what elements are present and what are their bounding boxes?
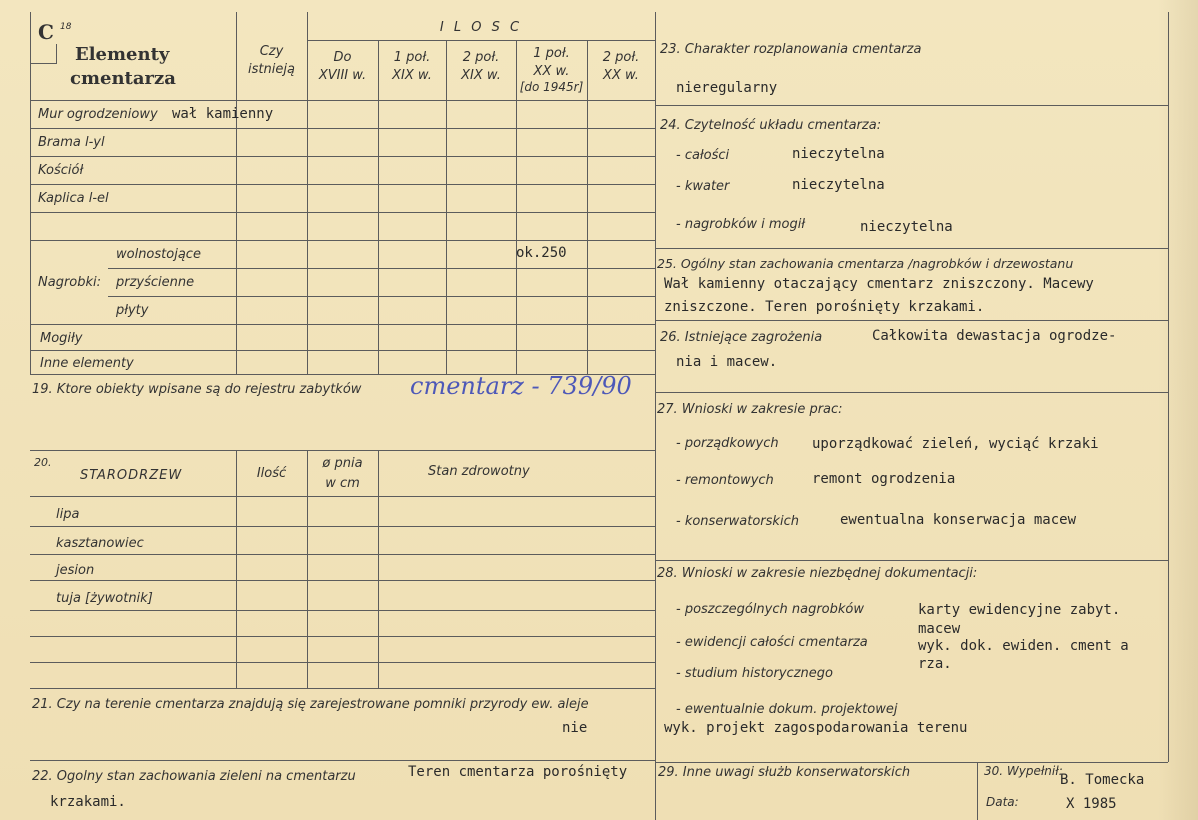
mur-label: Mur ogrodzeniowy bbox=[38, 107, 158, 122]
tree-row: jesion bbox=[56, 563, 95, 578]
s28-label: 28. Wnioski w zakresie niezbędnej dokumentacji: bbox=[657, 566, 978, 581]
s29-label: 29. Inne uwagi służb konserwatorskich bbox=[658, 765, 911, 780]
s21-value: nie bbox=[562, 720, 588, 736]
tree-row: kasztanowiec bbox=[56, 536, 144, 551]
s22-label: 22. Ogolny stan zachowania zieleni na cmentarzu bbox=[32, 769, 356, 784]
wolno-value: ok.250 bbox=[516, 245, 567, 261]
s19-handwritten: cmentarz - 739/90 bbox=[410, 372, 632, 400]
card-index: 18 bbox=[60, 22, 72, 32]
s26-label: 26. Istniejące zagrożenia bbox=[660, 330, 823, 345]
starodrzew-title: STARODRZEW bbox=[80, 468, 183, 483]
tree-row: lipa bbox=[56, 507, 80, 522]
s23-value: nieregularny bbox=[676, 80, 778, 96]
record-card: C 18 Elementy cmentarza Czy istnieją I L O S C Do XVIII w. 1 poł. XIX w. 2 poł. XIX w. 1 poł. XX w. [do 1945r] 2 poł. XX w. Mur ogrodzeniowy wał kamienny Brama l-yl Kościół Kaplica l-el wolnostojące ok.250 Nagrobki: przyścienne płyty Mogiły Inne elementy 19. Ktore obiekty wpisane są do rejestru zabytków cmentarz - 739/90 20. STARODRZEW Ilość ø pnia w cm Stan zdrowotny lipa kasztanowiec jesion tuja [żywotnik] 21. Czy na terenie cmentarza znajdują się zarejestrowane pomniki przyrody ew. aleje nie 22. Ogolny stan zachowania zieleni na cmentarzu Teren cmentarza porośnięty krzakami. 23. Charakter rozplanowania cmentarza nieregularny 24. Czytelność układu cmentarza: - całości nieczytelna - kwater nieczytelna - nagrobków i mogił nieczytelna 25. Ogólny stan zachowania cmentarza /nagrobków i drzewostanu Wał kamienny otaczający cmentarz zniszczony. Macewy zniszczone. Teren porośnięty krzakami. 26. Istniejące zagrożenia Całkowita dewastacja ogrodze- nia i macew. 27. Wnioski w zakresie prac: - porządkowych uporządkować zieleń, wyciąć krzaki - remontowych remont ogrodzenia - konserwatorskich ewentualna konserwacja macew 28. Wnioski w zakresie niezbędnej dokumentacji: - poszczególnych nagrobków karty ewidencyjne zabyt. macew - ewidencji całości cmentarza wyk. dok. ewiden. cment a rza. - studium historycznego - ewentualnie dokum. projektowej wyk. projekt zagospodarowania terenu 29. Inne uwagi służb konserwatorskich 30. Wypełnił: B. Tomecka Data: X 1985 bbox=[0, 0, 1198, 820]
s30-date: X 1985 bbox=[1066, 796, 1117, 812]
s27-label: 27. Wnioski w zakresie prac: bbox=[657, 402, 843, 417]
card-letter: C bbox=[38, 20, 54, 44]
s25-label: 25. Ogólny stan zachowania cmentarza /nagrobków i drzewostanu bbox=[657, 256, 1074, 271]
s24-label: 24. Czytelność układu cmentarza: bbox=[660, 118, 882, 133]
tree-row: tuja [żywotnik] bbox=[56, 591, 153, 606]
left-border bbox=[30, 12, 31, 374]
s30-label: 30. Wypełnił: bbox=[984, 764, 1063, 778]
s21-label: 21. Czy na terenie cmentarza znajdują się zarejestrowane pomniki przyrody ew. aleje bbox=[32, 697, 589, 712]
title-line2: cmentarza bbox=[70, 68, 176, 89]
mur-value: wał kamienny bbox=[172, 106, 274, 122]
center-divider bbox=[655, 12, 656, 820]
s30-value: B. Tomecka bbox=[1060, 772, 1145, 788]
page-shadow bbox=[1158, 0, 1198, 820]
s19-label: 19. Ktore obiekty wpisane są do rejestru zabytków bbox=[32, 382, 362, 397]
ilosc-header: I L O S C bbox=[439, 20, 523, 35]
title-line1: Elementy bbox=[75, 44, 170, 65]
s23-label: 23. Charakter rozplanowania cmentarza bbox=[660, 42, 922, 57]
